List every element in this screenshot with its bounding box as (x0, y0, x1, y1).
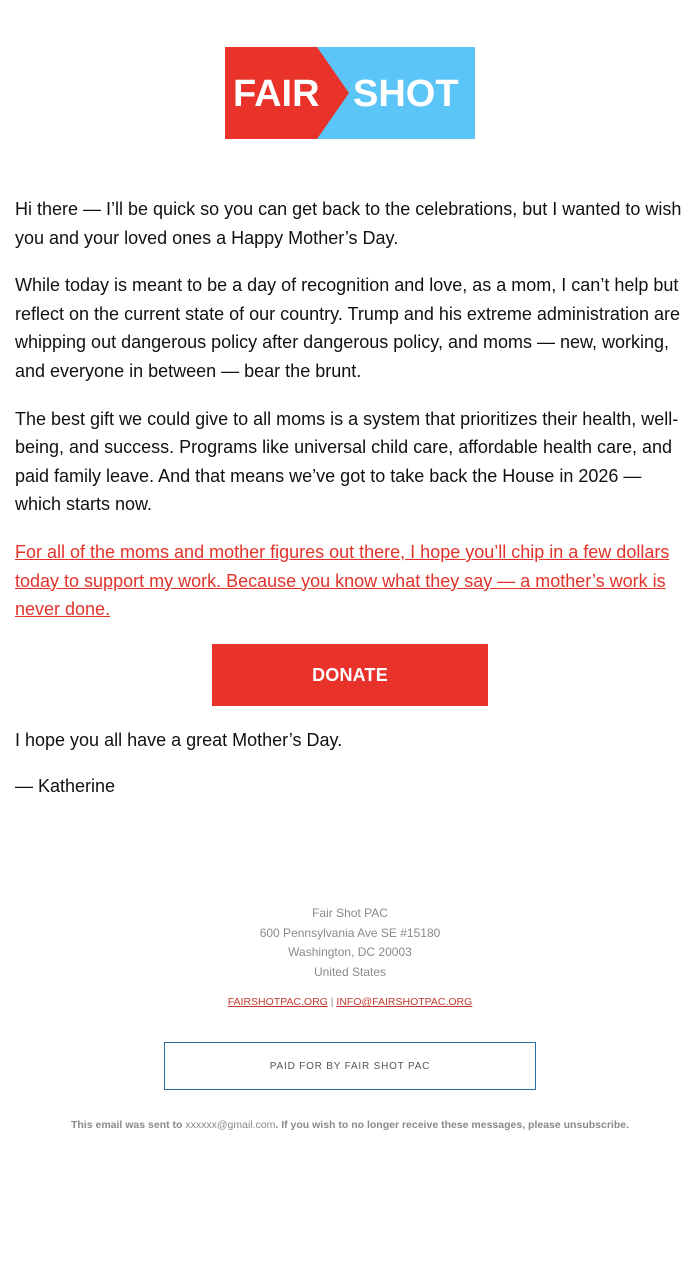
email-body (15, 195, 687, 624)
footer-links (0, 996, 700, 1008)
paid-for-disclaimer (164, 1042, 536, 1090)
paid-for-text: PAID FOR BY FAIR SHOT PAC (269, 1060, 431, 1072)
donation-appeal-link[interactable]: For all of the moms and mother figures out there, I hope you’ll chip in a few dollars today to support my work. Because you know what they say — a mother’s work is never done. (15, 541, 670, 620)
donate-button[interactable]: DONATE (212, 644, 488, 706)
footer-link-separator: | (330, 996, 334, 1008)
footer-country: United States (313, 964, 387, 979)
logo-word-fair: FAIR (233, 73, 320, 115)
greeting-paragraph: Hi there — I’ll be quick so you can get back to the celebrations, but I wanted to wish you and your loved ones a Happy Mother’s Day. (15, 199, 682, 248)
footer-address (0, 904, 700, 982)
policy-paragraph: While today is meant to be a day of recognition and love, as a mom, I can’t help but reflect on the current state of our country. Trump and his extreme administration are whipping out dangerous policy after dangerous policy, and moms — new, working, and everyone in between — bear the brunt. (15, 275, 680, 381)
unsubscribe-notice (0, 1119, 700, 1131)
recipient-email: xxxxxx@gmail.com (185, 1119, 276, 1131)
closing-line: I hope you all have a great Mother’s Day. (15, 730, 343, 750)
signature: — Katherine (15, 775, 116, 796)
footer-street: 600 Pennsylvania Ave SE #15180 (259, 925, 441, 940)
unsub-prefix: This email was sent to (70, 1119, 186, 1131)
gift-paragraph: The best gift we could give to all moms is a system that prioritizes their health, well-being, and success. Programs like universal child care, affordable health care, and paid family leave. And that means we’ve got to take back the House in 2026 — which starts now. (15, 408, 679, 515)
closing-section (15, 726, 687, 817)
contact-email-link[interactable]: INFO@FAIRSHOTPAC.ORG (336, 996, 473, 1008)
unsub-suffix[interactable]: . If you wish to no longer receive these messages, please unsubscribe. (275, 1119, 629, 1131)
logo-word-shot: SHOT (353, 73, 459, 115)
fair-shot-logo-graphic (225, 47, 475, 139)
website-link[interactable]: FAIRSHOTPAC.ORG (227, 996, 328, 1008)
fair-shot-logo (225, 47, 475, 139)
footer-city: Washington, DC 20003 (288, 945, 412, 959)
footer-org-name: Fair Shot PAC (312, 906, 388, 920)
